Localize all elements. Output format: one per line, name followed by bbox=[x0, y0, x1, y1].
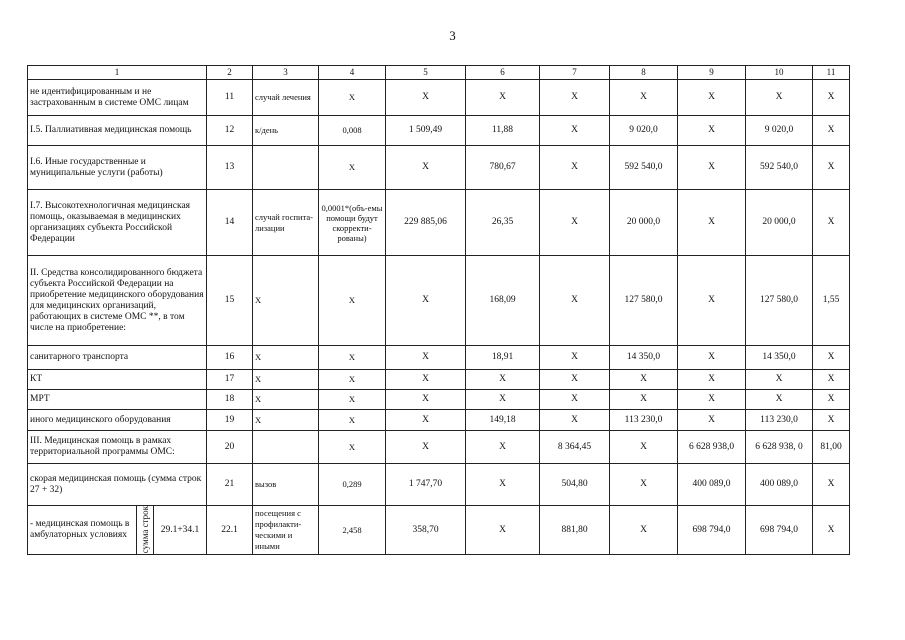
table-cell: 9 020,0 bbox=[610, 116, 678, 146]
table-cell: X bbox=[678, 346, 746, 370]
table-row bbox=[28, 410, 850, 431]
table-cell: X bbox=[540, 390, 610, 410]
table-row bbox=[28, 146, 850, 190]
row-description: не идентифицированным и не застрахованным в системе ОМС лицам bbox=[28, 80, 207, 116]
table-row bbox=[28, 370, 850, 390]
table-cell: 22.1 bbox=[207, 506, 253, 555]
table-cell: X bbox=[319, 390, 386, 410]
table-row bbox=[28, 346, 850, 370]
table-cell: X bbox=[319, 80, 386, 116]
table-cell: X bbox=[678, 256, 746, 346]
page-number: 3 bbox=[449, 28, 456, 43]
table-row bbox=[28, 116, 850, 146]
table-row bbox=[28, 256, 850, 346]
table-cell: 780,67 bbox=[466, 146, 540, 190]
table-cell: X bbox=[813, 370, 850, 390]
table-row bbox=[28, 506, 850, 555]
table-cell: посещения с профилакти-ческими и иными bbox=[253, 506, 319, 555]
table-cell: X bbox=[813, 80, 850, 116]
table-cell: X bbox=[540, 410, 610, 431]
table-cell: 20 bbox=[207, 431, 253, 464]
table-cell: X bbox=[319, 431, 386, 464]
table-cell: X bbox=[386, 431, 466, 464]
table-cell: X bbox=[466, 80, 540, 116]
column-header: 11 bbox=[813, 66, 850, 80]
table-cell: X bbox=[466, 390, 540, 410]
table-cell: X bbox=[678, 370, 746, 390]
table-cell: 16 bbox=[207, 346, 253, 370]
table-cell: X bbox=[540, 80, 610, 116]
table-cell: 18,91 bbox=[466, 346, 540, 370]
column-header: 9 bbox=[678, 66, 746, 80]
table-cell: 15 bbox=[207, 256, 253, 346]
table-cell: X bbox=[386, 410, 466, 431]
row-description: II. Средства консолидированного бюджета субъекта Российской Федерации на приобретение медицинского оборудования для медицинских организаций, работающих в системе ОМС **, в том числе на приобретение: bbox=[28, 256, 207, 346]
table-cell: 14 350,0 bbox=[746, 346, 813, 370]
header-row bbox=[28, 66, 850, 80]
table-cell: 1,55 bbox=[813, 256, 850, 346]
row-reference: 29.1+34.1 bbox=[160, 524, 200, 535]
table-cell: 698 794,0 bbox=[746, 506, 813, 555]
table-cell: 504,80 bbox=[540, 464, 610, 506]
row-description: III. Медицинская помощь в рамках территориальной программы ОМС: bbox=[28, 431, 207, 464]
table-cell: X bbox=[319, 346, 386, 370]
column-header: 4 bbox=[319, 66, 386, 80]
table-cell: 8 364,45 bbox=[540, 431, 610, 464]
vertical-label: сумма строк bbox=[136, 506, 154, 554]
table-cell bbox=[253, 146, 319, 190]
row-description: - медицинская помощь в амбулаторных условиях bbox=[30, 519, 130, 540]
table-cell: X bbox=[610, 464, 678, 506]
table-cell: X bbox=[386, 80, 466, 116]
table-cell: X bbox=[386, 346, 466, 370]
table-cell: X bbox=[678, 116, 746, 146]
table-cell: X bbox=[678, 190, 746, 256]
table-cell: 0,0001*(объ-емы помощи будут скорректи-рованы) bbox=[319, 190, 386, 256]
table-cell: к/день bbox=[253, 116, 319, 146]
table-cell: 113 230,0 bbox=[746, 410, 813, 431]
table-cell: X bbox=[253, 370, 319, 390]
table-cell: 168,09 bbox=[466, 256, 540, 346]
table-cell: 592 540,0 bbox=[746, 146, 813, 190]
table-cell: X bbox=[540, 256, 610, 346]
table-cell: 127 580,0 bbox=[746, 256, 813, 346]
table-cell: 358,70 bbox=[386, 506, 466, 555]
table-cell: 113 230,0 bbox=[610, 410, 678, 431]
row-description: КТ bbox=[28, 370, 207, 390]
table-row bbox=[28, 431, 850, 464]
table-cell: X bbox=[678, 390, 746, 410]
table-cell: X bbox=[813, 390, 850, 410]
table-cell: X bbox=[466, 464, 540, 506]
table-cell: X bbox=[746, 80, 813, 116]
table-cell: 26,35 bbox=[466, 190, 540, 256]
table-cell: случай госпита-лизации bbox=[253, 190, 319, 256]
table-cell: 881,80 bbox=[540, 506, 610, 555]
table-cell bbox=[253, 431, 319, 464]
table-cell: 6 628 938,0 bbox=[678, 431, 746, 464]
table-cell: X bbox=[540, 146, 610, 190]
table-cell: 14 350,0 bbox=[610, 346, 678, 370]
row-description: I.7. Высокотехнологичная медицинская помощь, оказываемая в медицинских организациях субъекта Российской Федерации bbox=[28, 190, 207, 256]
table-cell: 2,458 bbox=[319, 506, 386, 555]
table-cell: 11,88 bbox=[466, 116, 540, 146]
table-cell: X bbox=[466, 370, 540, 390]
table-cell: X bbox=[678, 80, 746, 116]
column-header: 7 bbox=[540, 66, 610, 80]
table-row bbox=[28, 464, 850, 506]
table-cell: X bbox=[466, 431, 540, 464]
table-cell: 400 089,0 bbox=[678, 464, 746, 506]
table-cell: X bbox=[678, 410, 746, 431]
table-row bbox=[28, 390, 850, 410]
table-cell: 127 580,0 bbox=[610, 256, 678, 346]
table-row bbox=[28, 190, 850, 256]
table-cell: 12 bbox=[207, 116, 253, 146]
table-cell: 0,008 bbox=[319, 116, 386, 146]
table-cell: X bbox=[813, 464, 850, 506]
table-cell: 6 628 938, 0 bbox=[746, 431, 813, 464]
column-header: 1 bbox=[28, 66, 207, 80]
table-cell: 11 bbox=[207, 80, 253, 116]
row-description: санитарного транспорта bbox=[28, 346, 207, 370]
column-header: 2 bbox=[207, 66, 253, 80]
table-cell: X bbox=[319, 256, 386, 346]
table-cell: 20 000,0 bbox=[610, 190, 678, 256]
table-cell: 13 bbox=[207, 146, 253, 190]
table-cell: X bbox=[610, 370, 678, 390]
table-cell: 14 bbox=[207, 190, 253, 256]
table-cell: X bbox=[253, 256, 319, 346]
table-cell: 229 885,06 bbox=[386, 190, 466, 256]
table-cell: X bbox=[813, 410, 850, 431]
table-cell: X bbox=[813, 116, 850, 146]
table-cell: 17 bbox=[207, 370, 253, 390]
table-cell: вызов bbox=[253, 464, 319, 506]
column-header: 3 bbox=[253, 66, 319, 80]
table-cell: X bbox=[319, 410, 386, 431]
table-cell: X bbox=[466, 506, 540, 555]
table-cell: 400 089,0 bbox=[746, 464, 813, 506]
table-cell: X bbox=[610, 80, 678, 116]
table-cell: X bbox=[540, 190, 610, 256]
table-cell: 20 000,0 bbox=[746, 190, 813, 256]
table-cell: 149,18 bbox=[466, 410, 540, 431]
table-cell: X bbox=[386, 370, 466, 390]
table-cell: X bbox=[813, 146, 850, 190]
table-cell: X bbox=[540, 370, 610, 390]
column-header: 10 bbox=[746, 66, 813, 80]
table-cell: X bbox=[813, 346, 850, 370]
table-cell: X bbox=[386, 146, 466, 190]
table-cell: X bbox=[610, 390, 678, 410]
table-cell: 21 bbox=[207, 464, 253, 506]
table-cell: X bbox=[813, 190, 850, 256]
table-cell: X bbox=[610, 506, 678, 555]
table-cell: X bbox=[253, 390, 319, 410]
table-cell: X bbox=[678, 146, 746, 190]
table-cell: 9 020,0 bbox=[746, 116, 813, 146]
table-cell: X bbox=[386, 390, 466, 410]
table-cell: X bbox=[746, 370, 813, 390]
column-header: 8 bbox=[610, 66, 678, 80]
table-cell: X bbox=[540, 346, 610, 370]
table-cell: X bbox=[746, 390, 813, 410]
table-cell: 0,289 bbox=[319, 464, 386, 506]
table-cell: X bbox=[610, 431, 678, 464]
row-description-cell bbox=[28, 506, 207, 555]
table-cell: X bbox=[319, 370, 386, 390]
table-cell: случай лечения bbox=[253, 80, 319, 116]
table-cell: 19 bbox=[207, 410, 253, 431]
column-header: 5 bbox=[386, 66, 466, 80]
table-cell: X bbox=[319, 146, 386, 190]
table-cell: 592 540,0 bbox=[610, 146, 678, 190]
table-cell: 18 bbox=[207, 390, 253, 410]
table-cell: X bbox=[813, 506, 850, 555]
table-cell: X bbox=[540, 116, 610, 146]
table-cell: X bbox=[253, 346, 319, 370]
table-cell: X bbox=[253, 410, 319, 431]
table-row bbox=[28, 80, 850, 116]
table-cell: 1 509,49 bbox=[386, 116, 466, 146]
row-description: скорая медицинская помощь (сумма строк 27 + 32) bbox=[28, 464, 207, 506]
row-description: иного медицинского оборудования bbox=[28, 410, 207, 431]
budget-table bbox=[27, 65, 850, 555]
table-cell: 698 794,0 bbox=[678, 506, 746, 555]
table-cell: 1 747,70 bbox=[386, 464, 466, 506]
row-description: МРТ bbox=[28, 390, 207, 410]
column-header: 6 bbox=[466, 66, 540, 80]
table-cell: 81,00 bbox=[813, 431, 850, 464]
table-cell: X bbox=[386, 256, 466, 346]
row-description: I.5. Паллиативная медицинская помощь bbox=[28, 116, 207, 146]
row-description: I.6. Иные государственные и муниципальные услуги (работы) bbox=[28, 146, 207, 190]
